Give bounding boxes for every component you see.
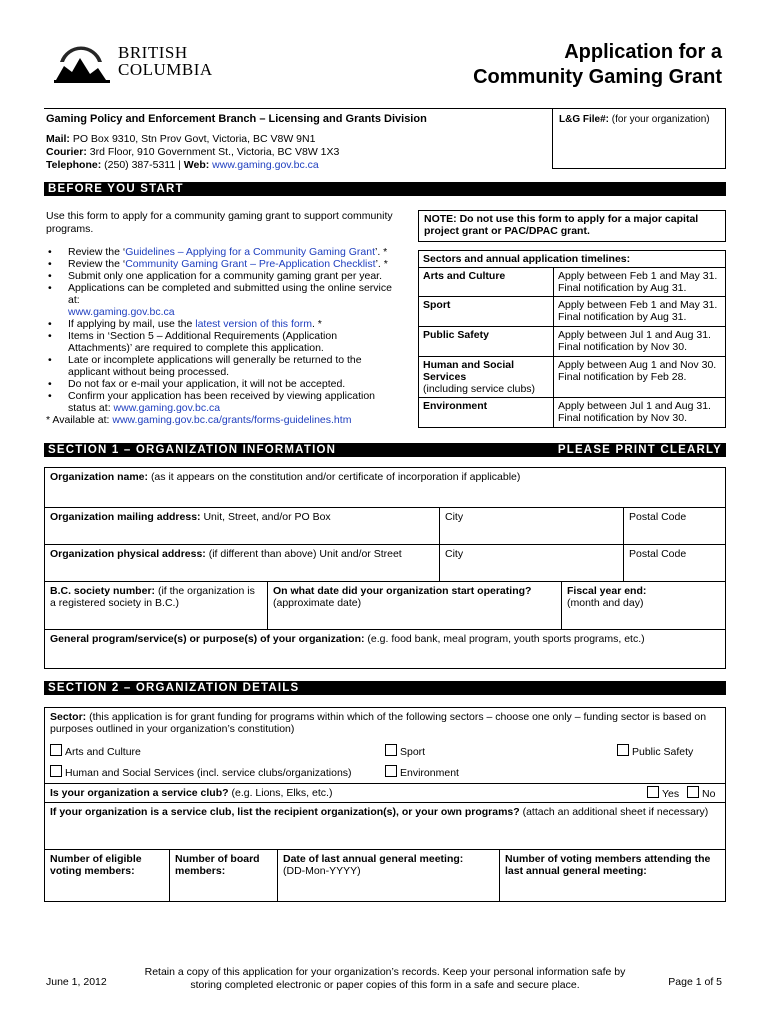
guidelines-link[interactable]: Guidelines – Applying for a Community Gaming Grant — [125, 246, 375, 258]
table-row: Public Safety Apply between Jul 1 and Aug 31. Final notification by Nov 30. — [419, 327, 726, 357]
lg-file-hint: (for your organization) — [611, 114, 710, 125]
membership-row — [45, 850, 725, 902]
service-club-row: Is your organization a service club? (e.g. Lions, Elks, etc.) Yes No — [45, 784, 725, 803]
agm-attendance-field[interactable]: Number of voting members attending the last annual general meeting: — [499, 850, 726, 901]
sector-name: Arts and Culture — [419, 268, 554, 297]
sector-name: Human and Social Services — [423, 359, 515, 383]
section2-form — [44, 707, 726, 902]
sector-arts-option[interactable]: Arts and Culture — [50, 744, 141, 758]
mailing-city-field[interactable]: City — [439, 508, 624, 544]
checkbox-safety[interactable] — [617, 744, 629, 756]
list-item: • Late or incomplete applications will generally be returned to the applicant without being processed. — [46, 354, 396, 378]
separator: | — [178, 159, 181, 171]
mail-label: Mail: — [46, 133, 70, 145]
lg-file-field[interactable] — [552, 108, 726, 169]
physical-city-field[interactable]: City — [439, 545, 624, 581]
agm-date-field[interactable]: Date of last annual general meeting: (DD-Mon-YYYY) — [277, 850, 500, 901]
web-label: Web: — [183, 159, 210, 171]
courier-label: Courier: — [46, 146, 87, 158]
list-item: • If applying by mail, use the latest version of this form. * — [46, 318, 396, 330]
recipient-orgs-field[interactable]: If your organization is a service club, list the recipient organization(s), or your own programs? (attach an additional sheet if necessary) — [45, 803, 725, 850]
sector-human-option[interactable]: Human and Social Services (incl. service clubs/organizations) — [50, 765, 352, 779]
checkbox-yes[interactable] — [647, 786, 659, 798]
mailing-address-row — [45, 508, 725, 545]
courier-address: 3rd Floor, 910 Government St., Victoria, BC V8W 1X3 — [89, 146, 340, 158]
sector-safety-option[interactable]: Public Safety — [617, 744, 693, 758]
table-row: Human and Social Services (including service clubs) Apply between Aug 1 and Nov 30. Final notification by Feb 28. — [419, 357, 726, 398]
sector-timeline-table — [418, 250, 726, 428]
checkbox-human[interactable] — [50, 765, 62, 777]
physical-address-row — [45, 545, 725, 582]
logo-line-2: COLUMBIA — [118, 60, 213, 79]
physical-postal-field[interactable]: Postal Code — [623, 545, 726, 581]
table-row: Sport Apply between Feb 1 and May 31. Final notification by Aug 31. — [419, 297, 726, 327]
service-club-no[interactable]: No — [687, 786, 715, 800]
purpose-field[interactable]: General program/service(s) or purpose(s) of your organization: (e.g. food bank, meal program, youth sports programs, etc.) — [45, 630, 725, 669]
bc-logo-text — [118, 44, 213, 78]
start-date-field[interactable]: On what date did your organization start operating? (approximate date) — [267, 582, 562, 629]
list-item: • Confirm your application has been received by viewing application status at: www.gaming.gov.bc.ca — [46, 390, 396, 414]
physical-address-field[interactable]: Organization physical address: (if different than above) Unit and/or Street — [50, 548, 402, 560]
before-heading-text: BEFORE YOU START — [48, 183, 184, 195]
list-item: • Do not fax or e-mail your application, it will not be accepted. — [46, 378, 396, 390]
timeline-header: Sectors and annual application timelines: — [419, 251, 726, 268]
section1-form — [44, 467, 726, 669]
list-item: • Submit only one application for a community gaming grant per year. — [46, 270, 396, 282]
branch-name: Gaming Policy and Enforcement Branch – Licensing and Grants Division — [46, 113, 427, 125]
society-row — [45, 582, 725, 630]
list-item: • Applications can be completed and submitted using the online service at: www.gaming.gov.bc.ca — [46, 282, 396, 318]
lg-file-label: L&G File#: — [559, 114, 610, 125]
list-item: • Review the ‘Guidelines – Applying for a Community Gaming Grant’. * — [46, 246, 396, 258]
org-name-field[interactable]: Organization name: (as it appears on the constitution and/or certificate of incorporation if applicable) — [45, 468, 725, 508]
checkbox-sport[interactable] — [385, 744, 397, 756]
availability-note: * Available at: www.gaming.gov.bc.ca/grants/forms-guidelines.htm — [46, 414, 352, 426]
sector-sub: (including service clubs) — [423, 383, 536, 395]
checkbox-environment[interactable] — [385, 765, 397, 777]
voting-members-field[interactable]: Number of eligible voting members: — [50, 853, 142, 877]
section2-heading-text: SECTION 2 – ORGANIZATION DETAILS — [48, 682, 300, 694]
form-date: June 1, 2012 — [46, 976, 107, 988]
form-title — [473, 40, 722, 90]
section1-heading — [44, 443, 726, 457]
title-line-2: Community Gaming Grant — [473, 66, 722, 88]
mail-address: PO Box 9310, Stn Prov Govt, Victoria, BC V8W 9N1 — [72, 133, 316, 145]
intro-text: Use this form to apply for a community gaming grant to support community programs. — [46, 210, 393, 235]
checkbox-no[interactable] — [687, 786, 699, 798]
latest-form-link[interactable]: latest version of this form — [195, 318, 312, 330]
sector-name: Environment — [419, 398, 554, 428]
board-members-field[interactable]: Number of board members: — [169, 850, 278, 901]
service-club-yes[interactable]: Yes — [647, 786, 679, 800]
note-box — [418, 210, 726, 242]
note-text: NOTE: Do not use this form to apply for a major capital project grant or PAC/DPAC grant. — [424, 213, 699, 237]
list-item: • Review the ‘Community Gaming Grant – Pre-Application Checklist’. * — [46, 258, 396, 270]
status-link[interactable]: www.gaming.gov.bc.ca — [113, 402, 221, 414]
logo-line-1: BRITISH — [118, 43, 188, 62]
print-clearly-text: PLEASE PRINT CLEARLY — [557, 444, 722, 456]
contact-info — [46, 133, 339, 172]
online-service-link[interactable]: www.gaming.gov.bc.ca — [68, 306, 175, 318]
sector-env-option[interactable]: Environment — [385, 765, 459, 779]
web-link[interactable]: www.gaming.gov.bc.ca — [212, 159, 319, 171]
list-item: • Items in ‘Section 5 – Additional Requirements (Application Attachments)’ are required to complete this application. — [46, 330, 396, 354]
telephone-label: Telephone: — [46, 159, 102, 171]
forms-guidelines-link[interactable]: www.gaming.gov.bc.ca/grants/forms-guidelines.htm — [112, 414, 352, 426]
table-row: Environment Apply between Jul 1 and Aug 31. Final notification by Nov 30. — [419, 398, 726, 428]
mailing-postal-field[interactable]: Postal Code — [623, 508, 726, 544]
page-number: Page 1 of 5 — [668, 976, 722, 988]
sector-sport-option[interactable]: Sport — [385, 744, 425, 758]
sector-name: Public Safety — [419, 327, 554, 357]
title-line-1: Application for a — [564, 41, 722, 63]
telephone: (250) 387-5311 — [104, 159, 176, 171]
instructions-list — [46, 246, 396, 414]
section1-heading-text: SECTION 1 – ORGANIZATION INFORMATION — [48, 444, 337, 456]
sector-row: Sector: (this application is for grant funding for programs within which of the following sectors – choose one only – funding sector is based on purposes outlined in your organization’s constitution) Arts and Culture Sport Public Safety Human and Social Services (incl. service clubs/organizations) Environment — [45, 708, 725, 784]
sector-name: Sport — [419, 297, 554, 327]
checkbox-arts[interactable] — [50, 744, 62, 756]
fiscal-year-end-field[interactable]: Fiscal year end: (month and day) — [561, 582, 726, 629]
retain-notice: Retain a copy of this application for your organization’s records. Keep your personal information safe by storing completed electronic or paper copies of this form in a safe and secure place. — [144, 966, 626, 991]
society-number-field[interactable]: B.C. society number: (if the organization is a registered society in B.C.) — [50, 585, 255, 609]
table-row: Arts and Culture Apply between Feb 1 and May 31. Final notification by Aug 31. — [419, 268, 726, 297]
section2-heading — [44, 681, 726, 695]
checklist-link[interactable]: Community Gaming Grant – Pre-Application Checklist — [125, 258, 376, 270]
before-you-start-heading — [44, 182, 726, 196]
mailing-address-field[interactable]: Organization mailing address: Unit, Street, and/or PO Box — [50, 511, 331, 523]
